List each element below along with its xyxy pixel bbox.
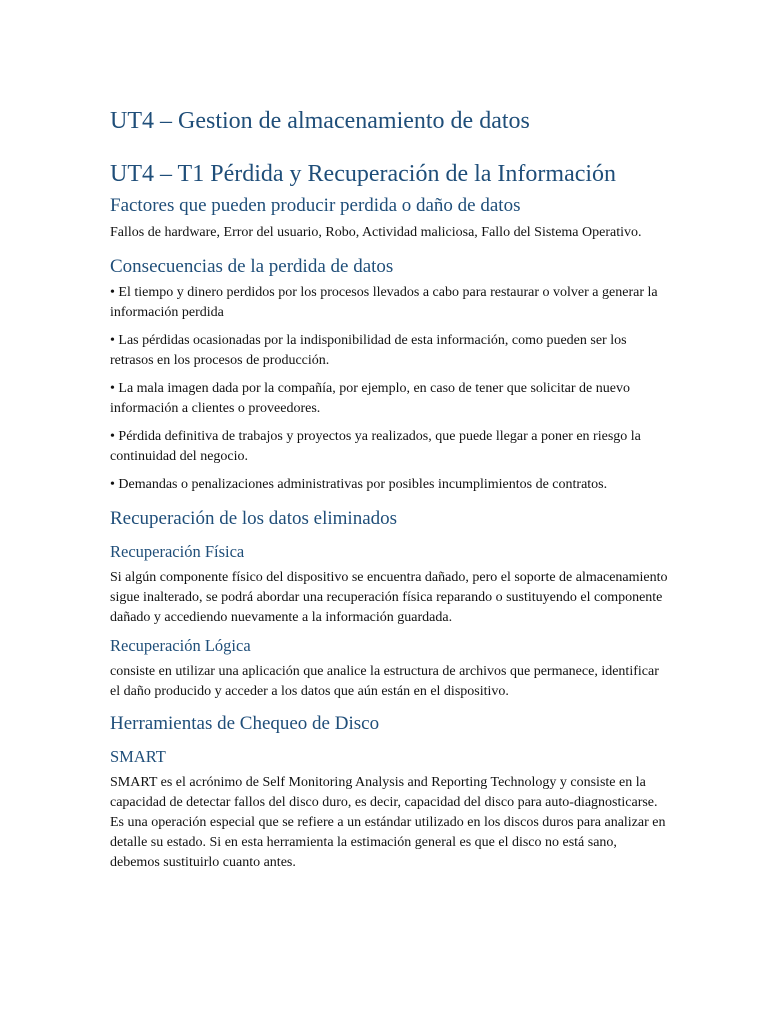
section-heading-consecuencias: Consecuencias de la perdida de datos bbox=[110, 256, 394, 277]
section-factores bbox=[110, 193, 668, 243]
bullet-list bbox=[110, 283, 668, 495]
section-consecuencias bbox=[110, 254, 668, 495]
section-herramientas bbox=[110, 711, 668, 873]
paragraph-factores: Fallos de hardware, Error del usuario, Robo, Actividad maliciosa, Fallo del Sistema Operativo. bbox=[110, 225, 642, 240]
section-heading-herramientas: Herramientas de Chequeo de Disco bbox=[110, 713, 380, 734]
bullet-item: • El tiempo y dinero perdidos por los procesos llevados a cabo para restaurar o volver a generar la información perdida bbox=[110, 285, 658, 320]
bullet-item: • La mala imagen dada por la compañía, por ejemplo, en caso de tener que solicitar de nuevo información a clientes o proveedores. bbox=[110, 381, 630, 416]
document-title: UT4 – Gestion de almacenamiento de datos bbox=[110, 108, 530, 134]
bullet-item: • Demandas o penalizaciones administrativas por posibles incumplimientos de contratos. bbox=[110, 477, 608, 492]
paragraph-recuperacion-fisica: Si algún componente físico del dispositivo se encuentra dañado, pero el soporte de almacenamiento sigue inalterado, se podrá abordar una recuperación física reparando o sustituyendo el componente dañado y accediendo nuevamente a la información guardada. bbox=[110, 570, 668, 625]
paragraph-smart: SMART es el acrónimo de Self Monitoring Analysis and Reporting Technology y consiste en la capacidad de detectar fallos del disco duro, es decir, capacidad del disco para auto-diagnosticarse. Es una operación especial que se refiere a un estándar utilizado en los discos duros para analizar en detalle su estado. Si en esta herramienta la estimación general es que el disco no está sano, debemos sustituirlo cuanto antes. bbox=[110, 775, 666, 870]
bullet-item: • Las pérdidas ocasionadas por la indisponibilidad de esta información, como pueden ser los retrasos en los procesos de producción. bbox=[110, 333, 627, 368]
bullet-item: • Pérdida definitiva de trabajos y proyectos ya realizados, que puede llegar a poner en riesgo la continuidad del negocio. bbox=[110, 429, 641, 464]
subheading-recuperacion-logica: Recuperación Lógica bbox=[110, 636, 251, 655]
section-recuperacion bbox=[110, 506, 668, 702]
section-heading-factores: Factores que pueden producir perdida o daño de datos bbox=[110, 195, 521, 216]
paragraph-recuperacion-logica: consiste en utilizar una aplicación que analice la estructura de archivos que permanece, identificar el daño producido y acceder a los datos que aún están en el dispositivo. bbox=[110, 664, 659, 699]
subheading-smart: SMART bbox=[110, 747, 166, 766]
subheading-recuperacion-fisica: Recuperación Física bbox=[110, 542, 245, 561]
section-heading-recuperacion: Recuperación de los datos eliminados bbox=[110, 508, 398, 529]
document-subtitle: UT4 – T1 Pérdida y Recuperación de la Información bbox=[110, 161, 617, 187]
